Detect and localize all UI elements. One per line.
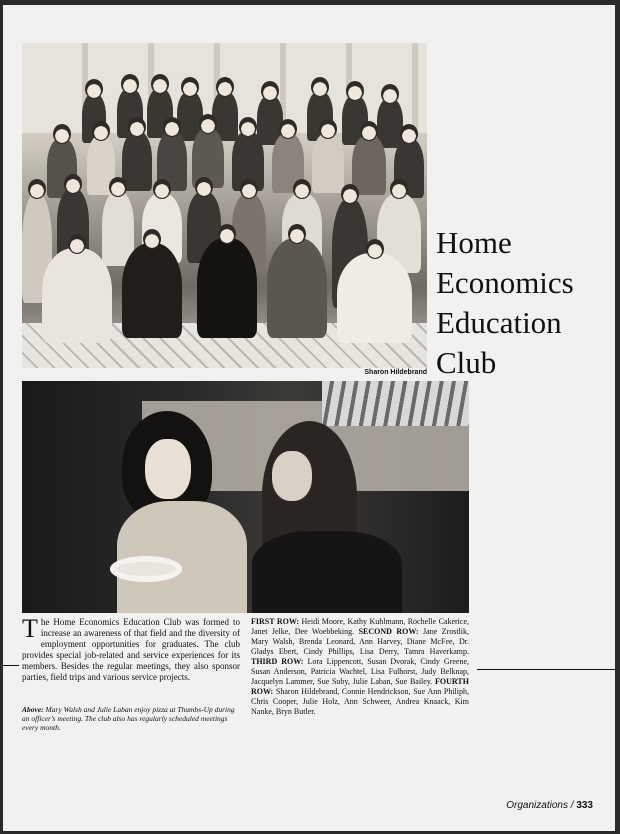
title-line: Economics [436, 265, 574, 300]
title-line: Home [436, 225, 512, 260]
caption-text: Mary Walsh and Julie Laban enjoy pizza at Thumbs-Up during an officer's meeting. The club also has regularly scheduled meetings every month. [22, 705, 235, 732]
group-member [42, 248, 112, 343]
pizza-plate [110, 556, 182, 582]
page-title [436, 223, 606, 383]
body-paragraph [22, 614, 240, 683]
pizza-photo [22, 381, 469, 613]
group-member [197, 238, 257, 338]
row-label: SECOND ROW: [358, 627, 419, 636]
page-footer [483, 800, 593, 811]
group-member [352, 135, 386, 195]
row-label: FOURTH ROW: [251, 677, 469, 696]
member-rows [251, 617, 469, 717]
group-member [377, 98, 403, 148]
group-photo [22, 43, 427, 368]
row-names: Sharon Hildebrand, Connie Hendrickson, Sue Ann Philiph, Chris Cooper, Julie Holz, Ann Schweer, Andrea Knaack, Kim Nanke, Bryn Butler. [251, 687, 469, 716]
caption-lead: Above: [22, 705, 44, 714]
row-names: Lora Lippencott, Susan Dvorak, Cindy Greene, Susan Anderson, Patricia Wachtel, Lisa Fulhorst, Judy Belknap, Jacquelyn Lammer, Sue Suby, Julie Laban, Sue Bailey. [251, 657, 470, 686]
pizza-photo-window [322, 381, 469, 426]
group-member [267, 238, 327, 338]
right-rule [477, 669, 615, 670]
yearbook-page [3, 5, 615, 831]
pizza-photo-person-left [117, 411, 247, 613]
photo-credit: Sharon Hildebrand [364, 369, 427, 376]
group-member [122, 131, 152, 191]
body-text: he Home Economics Education Club was formed to increase an awareness of that field and the diversity of employment opportunities for graduates. The club provides special job-related and service experiences for its members. Besides the regular meetings, they also sponsor parties, field trips and various service projects. [22, 617, 240, 682]
row-names: Heidi Moore, Kathy Kuhlmann, Rochelle Cakerice, Janet Jelke, Dee Woebbeking. [251, 617, 469, 636]
title-line: Education [436, 305, 562, 340]
title-line: Club [436, 345, 497, 380]
pizza-photo-person-right [252, 421, 382, 613]
row-label: FIRST ROW: [251, 617, 300, 626]
group-member [312, 133, 344, 193]
group-member [122, 243, 182, 338]
drop-cap: T [22, 614, 38, 643]
photo-caption [22, 705, 240, 732]
row-label: THIRD ROW: [251, 657, 304, 666]
left-rule [3, 665, 19, 666]
page-number: 333 [576, 800, 593, 811]
group-member [337, 253, 412, 343]
row-names: Jane Zrostlik, Mary Walsh, Brenda Leonard, Ann Harvey, Diane McFee, Dr. Gladys Ebert, Cindy Phillips, Lisa Derry, Tamra Haverkamp. [251, 627, 470, 656]
section-name: Organizations / [506, 800, 577, 811]
